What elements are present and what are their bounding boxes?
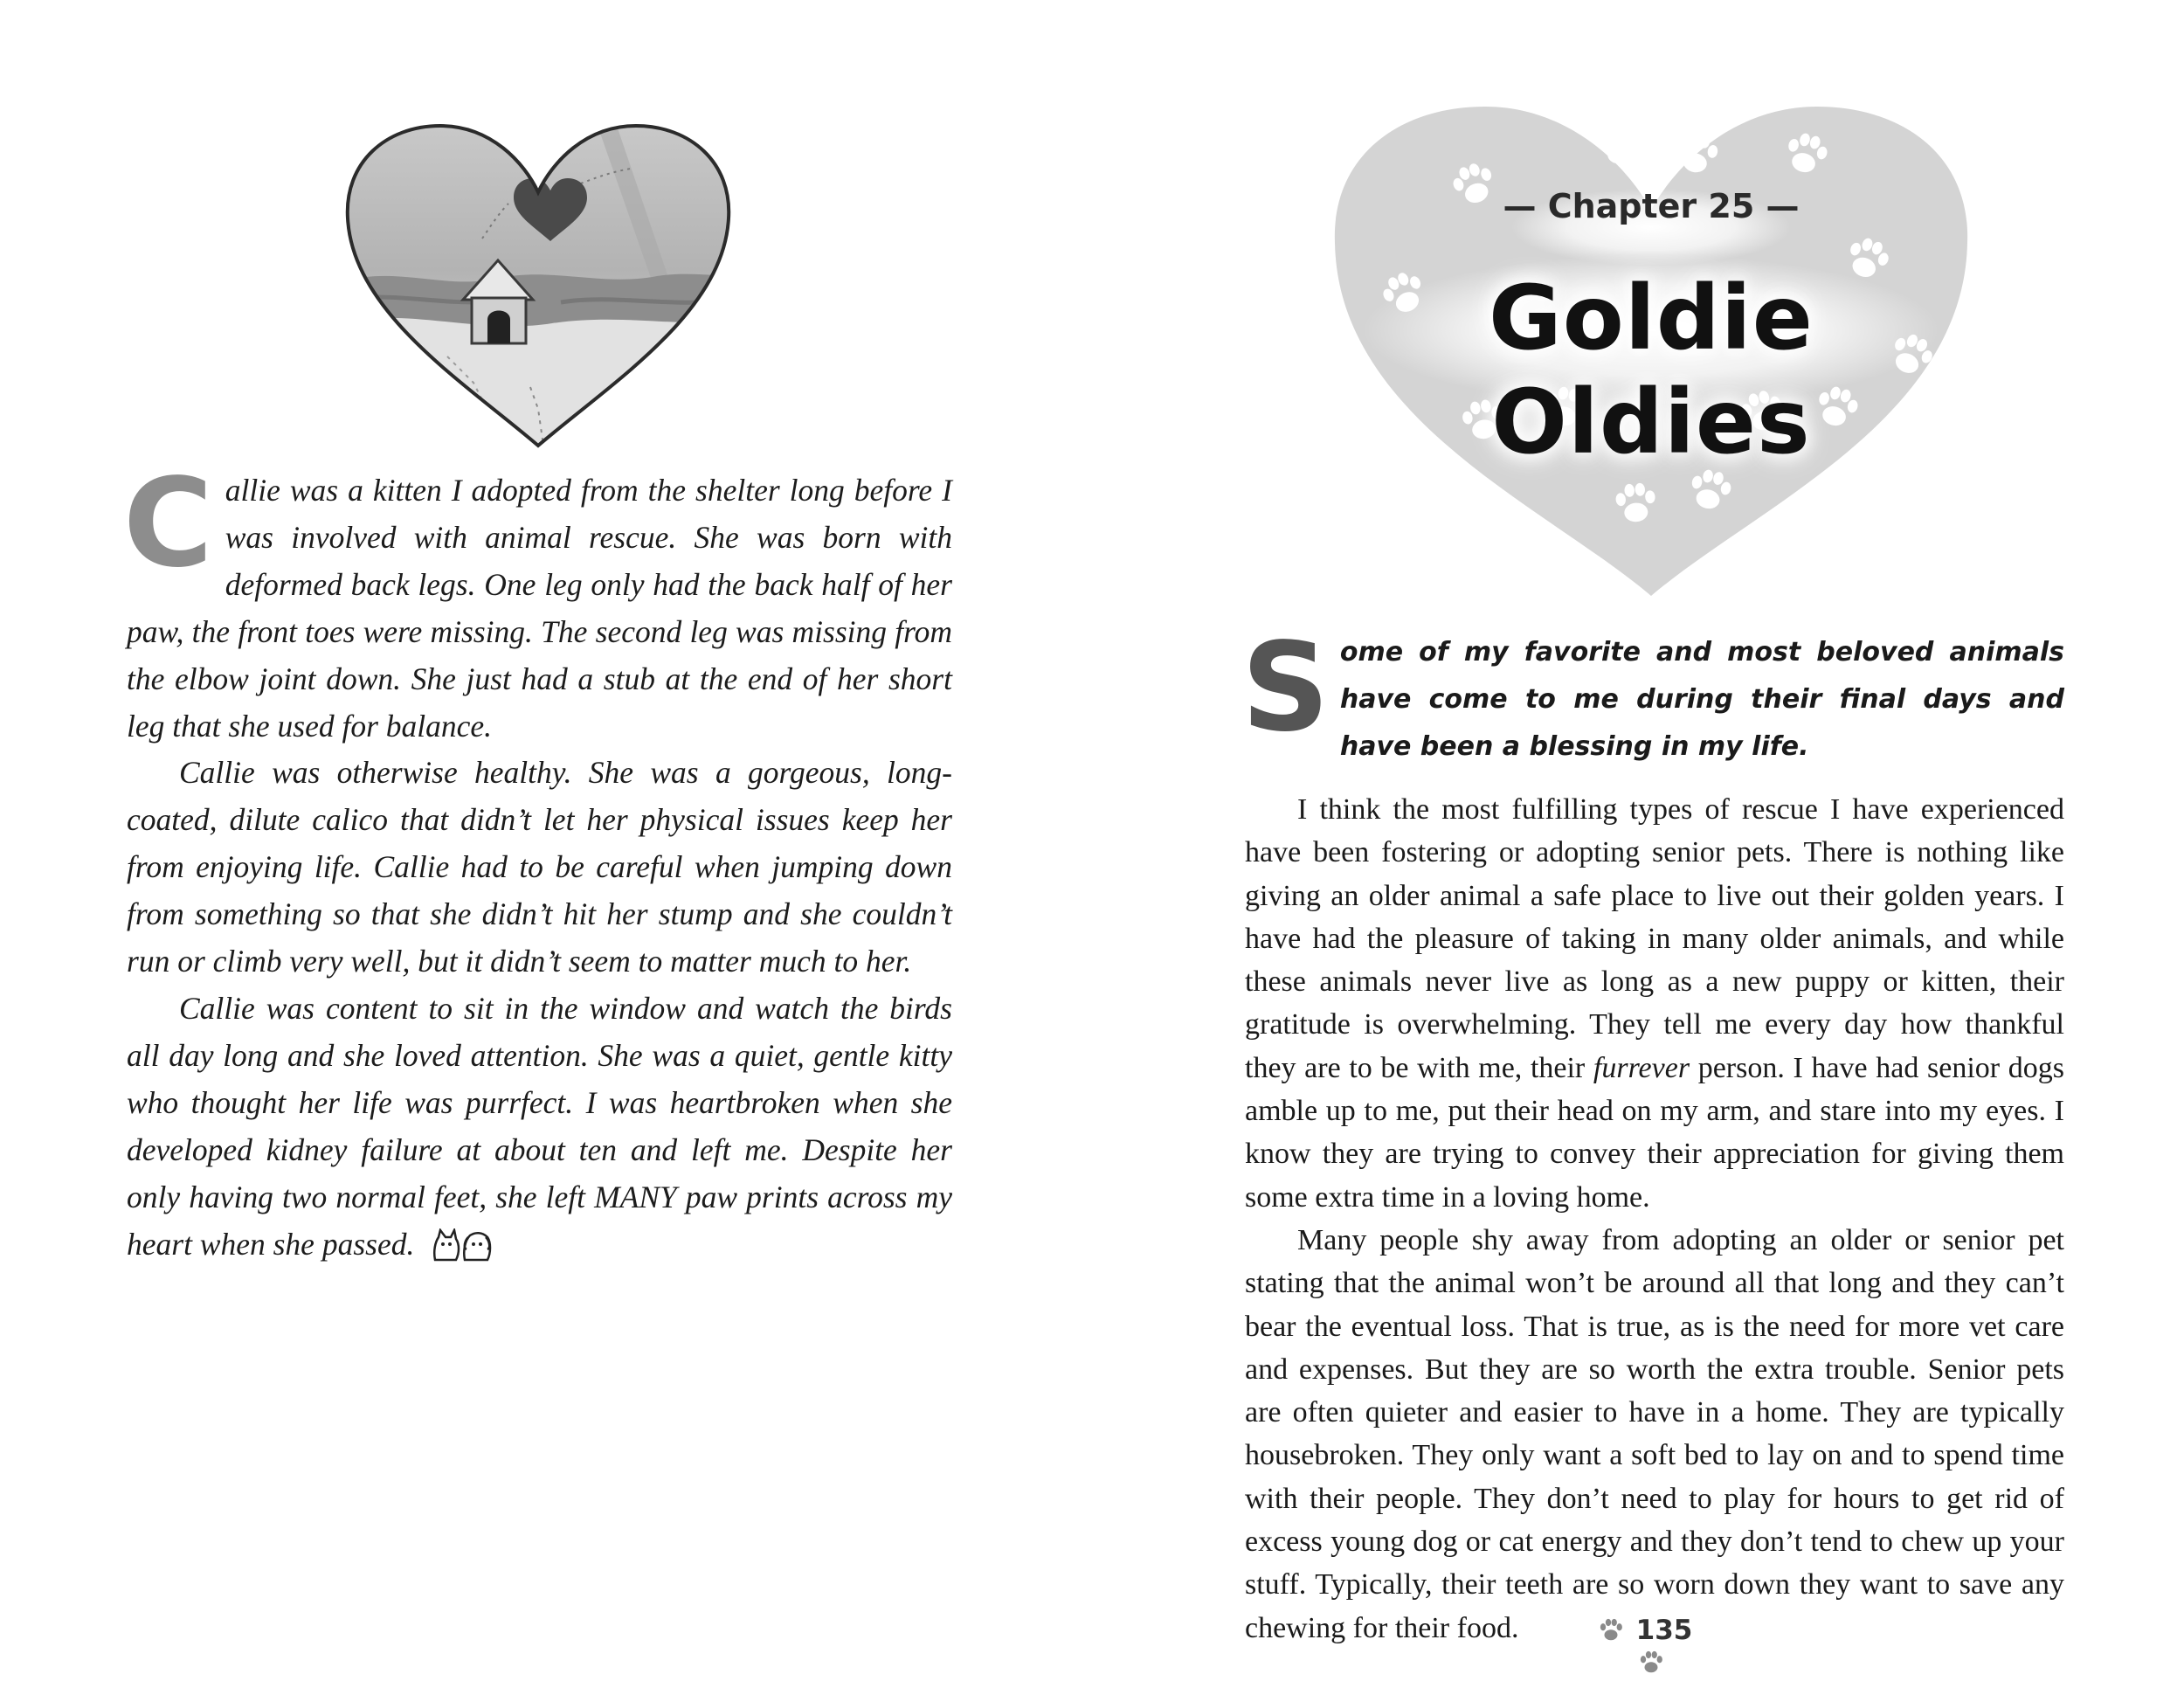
chapter-title: Goldie Oldies — [1489, 266, 1814, 474]
chapter-body — [1245, 788, 2064, 1650]
story-paragraph-3-text: Callie was content to sit in the window and watch the birds all day long and she loved attention. She was a quiet, gentle kitty who thought her life was purrfect. I was heartbroken when she developed kidney failure at about ten and left me. Despite her only having two normal feet, she left MANY paw prints across my heart when she passed. — [127, 990, 952, 1262]
body-paragraph-1 — [1245, 788, 2064, 1219]
drop-cap-letter: C — [123, 453, 213, 595]
paw-print-icon — [1638, 1650, 1664, 1676]
emphasis-word: furrever — [1593, 1051, 1690, 1084]
right-page — [1092, 0, 2184, 1688]
story-text — [123, 453, 952, 1268]
body-paragraph-1-start: I think the most fulfilling types of rescue I have experienced have been fostering or adopting senior pets. There is nothing like giving an older animal a safe place to live out their golden years. I have had the pleasure of taking in many older animals, and while these animals never live as long as a new puppy or kitten, their gratitude is overwhelming. They tell me every day how thankful they are to be with me, their — [1245, 793, 2064, 1084]
page-footer — [1590, 1613, 1712, 1678]
paw-print-icon — [1598, 1617, 1624, 1643]
chapter-intro — [1241, 617, 2064, 771]
page-number: 135 — [1635, 1614, 1693, 1646]
chapter-label: — Chapter 25 — — [1503, 187, 1800, 225]
story-paragraph-1 — [123, 453, 952, 750]
story-paragraph-2: Callie was otherwise healthy. She was a gorgeous, long-coated, dilute calico that didn’t let her physical issues keep her from enjoying life. Callie had to be careful when jumping down from something so that she didn’t hit her stump and she couldn’t run or climb very well, but it didn’t seem to matter much to her. — [127, 755, 952, 979]
cat-dog-icon — [430, 1228, 493, 1265]
body-paragraph-2: Many people shy away from adopting an older or senior pet stating that the animal won’t be around all that long and they can’t bear the eventual loss. That is true, as is the need for more vet care and expenses. But they are so worth the extra trouble. Senior pets are often quieter and easier to have in a home. They are typically housebroken. They only want a soft bed to lay on and to spend time with their people. They don’t need to play for hours to get rid of excess young dog or cat energy and they don’t tend to chew up your stuff. Typically, their teeth are so worn down they want to save any chewing for their food. — [1245, 1223, 2064, 1644]
drop-cap-letter-intro: S — [1241, 617, 1330, 759]
body-paragraph-1-end: person. I have had senior dogs amble up to me, put their head on my arm, and stare into my eyes. I know they are trying to convey their appreciation for giving them some extra time in a loving home. — [1245, 1051, 2065, 1214]
story-paragraph-1-text: allie was a kitten I adopted from the shelter long before I was involved with animal rescue. She was born with deformed back legs. One leg only had the back half of her paw, the front toes were missing. The second leg was missing from the elbow joint down. She just had a stub at the end of her short leg that she used for balance. — [127, 473, 952, 744]
chapter-intro-text: ome of my favorite and most beloved animals have come to me during their final days and have been a blessing in my life. — [1339, 637, 2064, 762]
heart-illustration — [342, 121, 734, 453]
story-paragraph-3 — [127, 986, 952, 1268]
